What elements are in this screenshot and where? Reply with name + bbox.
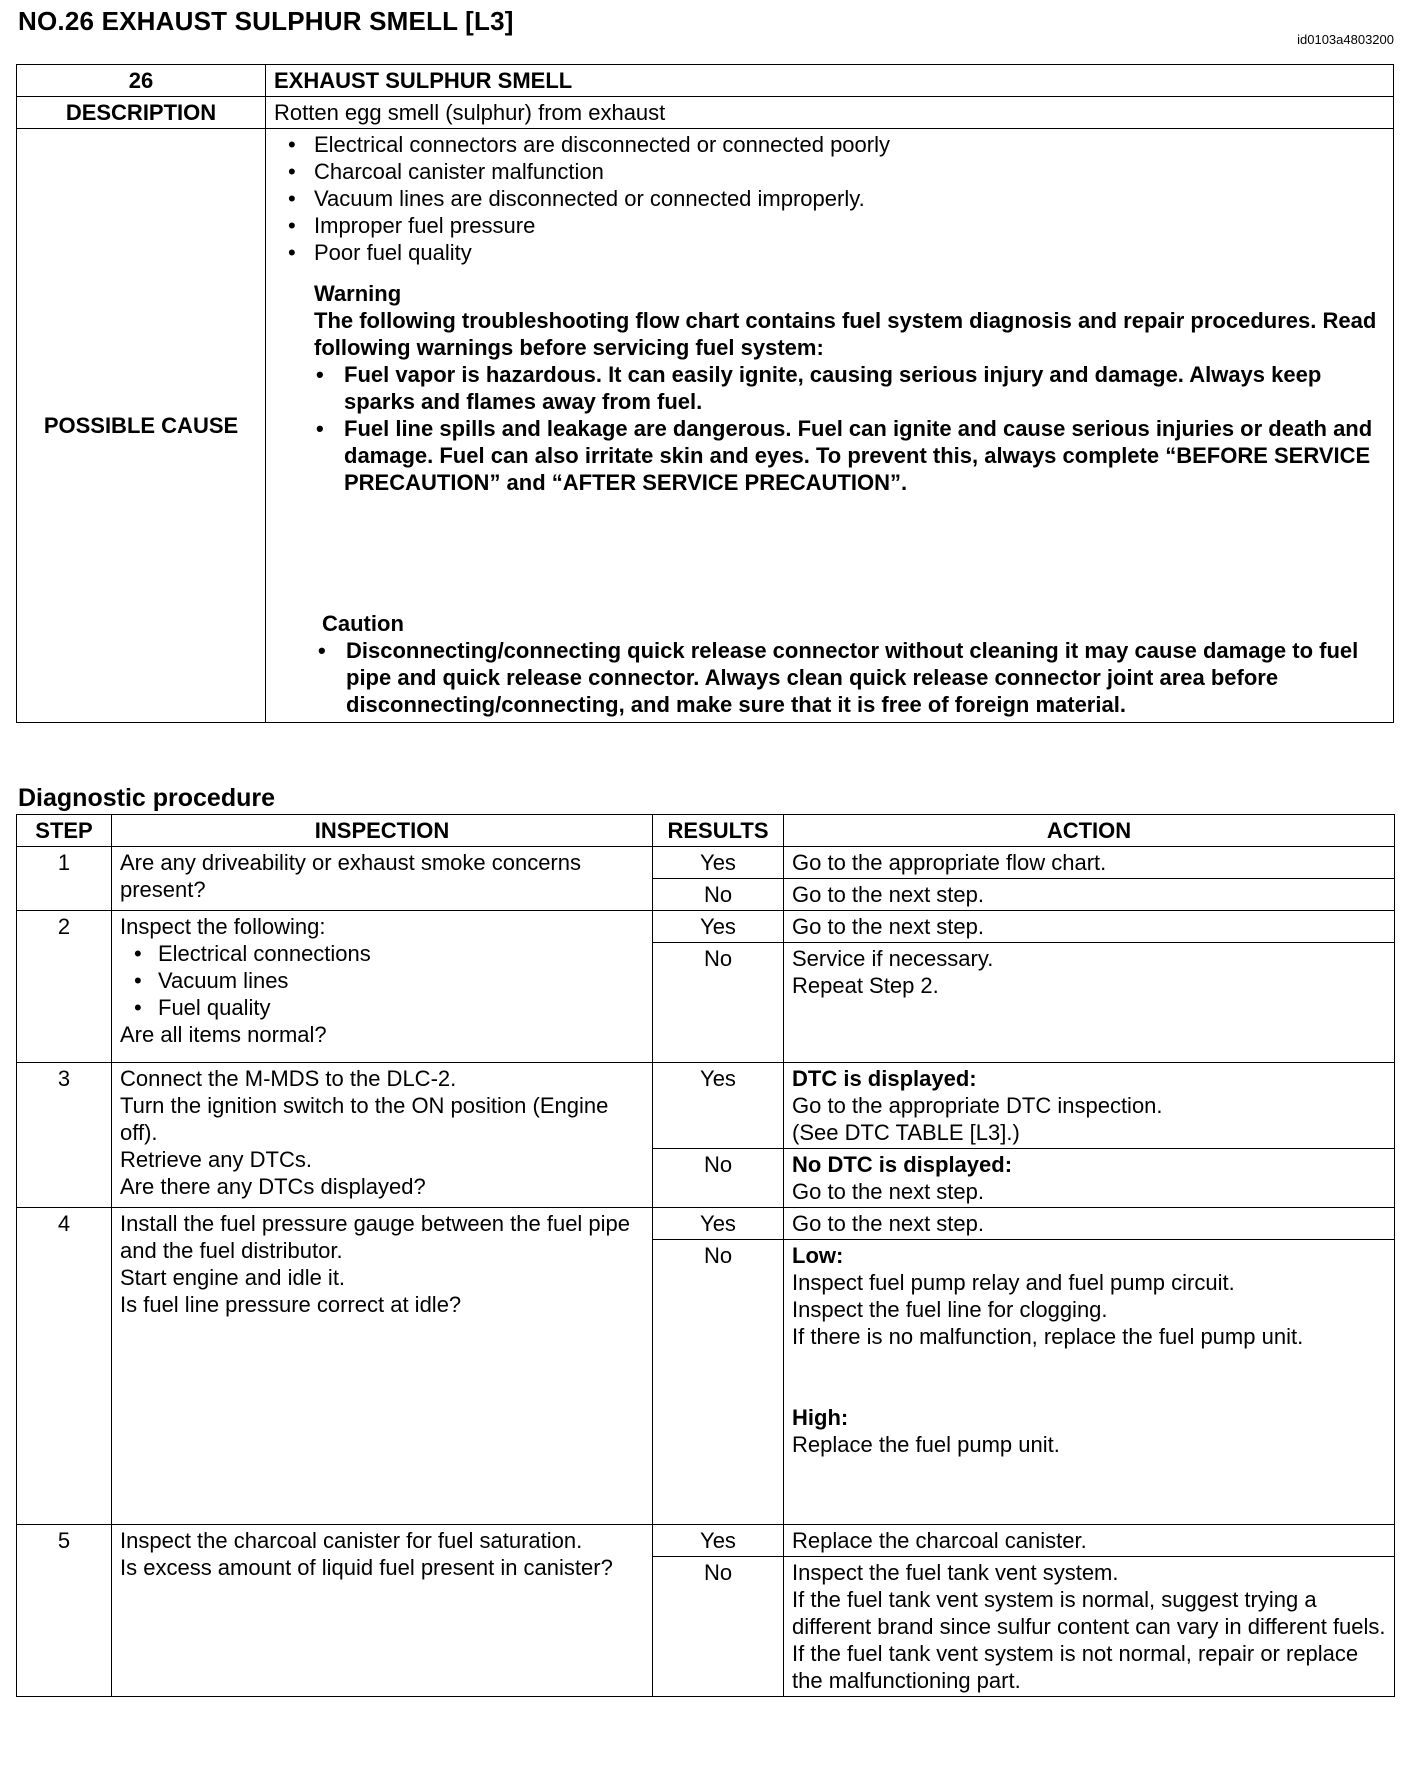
- warning-item: • Fuel vapor is hazardous. It can easily ignite, causing serious injury and damage. Always keep sparks and flames away from fuel.: [344, 361, 1385, 415]
- inspection-line: Inspect the charcoal canister for fuel saturation.: [120, 1528, 583, 1553]
- description-label: DESCRIPTION: [17, 97, 266, 129]
- action-line: If the fuel tank vent system is normal, suggest trying a different brand since sulfur content can vary in different fuels.: [792, 1587, 1386, 1639]
- action-heading: No DTC is displayed:: [792, 1152, 1013, 1177]
- caution-block: [274, 610, 1385, 720]
- cause-list: [274, 131, 1385, 266]
- result-yes: Yes: [653, 1208, 784, 1240]
- warning-intro: The following troubleshooting flow chart contains fuel system diagnosis and repair procedures. Read following warnings before servicing fuel system:: [314, 308, 1377, 360]
- possible-cause-label: POSSIBLE CAUSE: [17, 129, 266, 723]
- step-inspection: [112, 1525, 653, 1697]
- action-line: Go to the next step.: [792, 1179, 985, 1204]
- description-text: Rotten egg smell (sulphur) from exhaust: [266, 97, 1394, 129]
- action-line: (See DTC TABLE [L3].): [792, 1120, 1020, 1145]
- action-yes: Replace the charcoal canister.: [784, 1525, 1395, 1557]
- action-no: [784, 1240, 1395, 1525]
- result-yes: Yes: [653, 1525, 784, 1557]
- inspection-item: • Fuel quality: [158, 994, 644, 1021]
- action-line: Service if necessary.: [792, 946, 994, 971]
- inspection-question: Are all items normal?: [120, 1022, 327, 1047]
- action-no: [784, 1149, 1395, 1208]
- action-heading: High:: [792, 1405, 849, 1430]
- header-inspection: INSPECTION: [112, 815, 653, 847]
- step-number: 1: [17, 847, 112, 911]
- caution-title: Caution: [322, 611, 404, 636]
- result-no: No: [653, 1240, 784, 1525]
- action-line: Repeat Step 2.: [792, 973, 939, 998]
- cause-item: • Vacuum lines are disconnected or connected improperly.: [314, 185, 1385, 212]
- header-step: STEP: [17, 815, 112, 847]
- warning-title: Warning: [314, 281, 402, 306]
- inspection-line: Are there any DTCs displayed?: [120, 1174, 426, 1199]
- step-3-yes-row: [17, 1063, 1395, 1149]
- action-heading: DTC is displayed:: [792, 1066, 977, 1091]
- step-inspection: [112, 1063, 653, 1208]
- step-1-yes-row: [17, 847, 1395, 879]
- cause-item: • Poor fuel quality: [314, 239, 1385, 266]
- step-number: 3: [17, 1063, 112, 1208]
- step-5-yes-row: [17, 1525, 1395, 1557]
- inspection-line: Connect the M-MDS to the DLC-2.: [120, 1066, 457, 1091]
- caution-item: • Disconnecting/connecting quick release connector without cleaning it may cause damage to fuel pipe and quick release connector. Always clean quick release connector joint area before disconnecting/connecting, and make sure that it is free of foreign material.: [346, 637, 1385, 718]
- action-line: Inspect the fuel line for clogging.: [792, 1297, 1108, 1322]
- symptom-name: EXHAUST SULPHUR SMELL: [266, 65, 1394, 97]
- action-line: If there is no malfunction, replace the fuel pump unit.: [792, 1324, 1304, 1349]
- caution-list: [322, 637, 1385, 718]
- result-no: No: [653, 1149, 784, 1208]
- action-line: Replace the fuel pump unit.: [792, 1432, 1060, 1457]
- action-no: [784, 1557, 1395, 1697]
- step-2-yes-row: [17, 911, 1395, 943]
- inspection-item: • Vacuum lines: [158, 967, 644, 994]
- warning-item: • Fuel line spills and leakage are dangerous. Fuel can ignite and cause serious injuries or death and damage. Fuel can also irritate skin and eyes. To prevent this, always complete “BEFORE SERVICE PRECAUTION” and “AFTER SERVICE PRECAUTION”.: [344, 415, 1385, 496]
- step-4-yes-row: [17, 1208, 1395, 1240]
- header-results: RESULTS: [653, 815, 784, 847]
- possible-cause-row: [17, 129, 1394, 723]
- inspection-line: Start engine and idle it.: [120, 1265, 346, 1290]
- result-no: No: [653, 1557, 784, 1697]
- inspection-line: Retrieve any DTCs.: [120, 1147, 312, 1172]
- action-line: Inspect fuel pump relay and fuel pump circuit.: [792, 1270, 1235, 1295]
- header-action: ACTION: [784, 815, 1395, 847]
- summary-title-row: [17, 65, 1394, 97]
- inspection-line: Install the fuel pressure gauge between the fuel pipe and the fuel distributor.: [120, 1211, 631, 1263]
- warning-block: [274, 280, 1385, 496]
- description-row: [17, 97, 1394, 129]
- symptom-summary-table: [16, 64, 1394, 723]
- result-yes: Yes: [653, 847, 784, 879]
- action-line: If the fuel tank vent system is not normal, repair or replace the malfunctioning part.: [792, 1641, 1359, 1693]
- action-no: [784, 943, 1395, 1063]
- step-number: 4: [17, 1208, 112, 1525]
- diagnostic-procedure-table: [16, 814, 1395, 1697]
- step-number: 5: [17, 1525, 112, 1697]
- inspection-line: Turn the ignition switch to the ON position (Engine off).: [120, 1093, 609, 1145]
- action-heading: Low:: [792, 1243, 844, 1268]
- action-yes: Go to the next step.: [784, 1208, 1395, 1240]
- page-title: NO.26 EXHAUST SULPHUR SMELL [L3]: [18, 6, 514, 36]
- cause-item: • Electrical connectors are disconnected or connected poorly: [314, 131, 1385, 158]
- cause-item: • Improper fuel pressure: [314, 212, 1385, 239]
- result-no: No: [653, 943, 784, 1063]
- step-inspection: Are any driveability or exhaust smoke concerns present?: [112, 847, 653, 911]
- action-yes: [784, 1063, 1395, 1149]
- cause-item: • Charcoal canister malfunction: [314, 158, 1385, 185]
- step-number: 2: [17, 911, 112, 1063]
- result-no: No: [653, 879, 784, 911]
- action-line: Go to the appropriate DTC inspection.: [792, 1093, 1163, 1118]
- step-inspection: [112, 1208, 653, 1525]
- inspection-intro: Inspect the following:: [120, 914, 326, 939]
- result-yes: Yes: [653, 1063, 784, 1149]
- result-yes: Yes: [653, 911, 784, 943]
- step-inspection: [112, 911, 653, 1063]
- action-yes: Go to the appropriate flow chart.: [784, 847, 1395, 879]
- action-line: Inspect the fuel tank vent system.: [792, 1560, 1119, 1585]
- action-no: Go to the next step.: [784, 879, 1395, 911]
- diagnostic-section-title: Diagnostic procedure: [18, 784, 275, 812]
- symptom-number: 26: [17, 65, 266, 97]
- diagnostic-header-row: [17, 815, 1395, 847]
- document-id: id0103a4803200: [1297, 32, 1394, 47]
- warning-list: [314, 361, 1385, 496]
- action-yes: Go to the next step.: [784, 911, 1395, 943]
- inspection-item: • Electrical connections: [158, 940, 644, 967]
- inspection-line: Is excess amount of liquid fuel present in canister?: [120, 1555, 613, 1580]
- possible-cause-content: [266, 129, 1394, 723]
- inspection-item-list: [120, 940, 644, 1021]
- inspection-line: Is fuel line pressure correct at idle?: [120, 1292, 462, 1317]
